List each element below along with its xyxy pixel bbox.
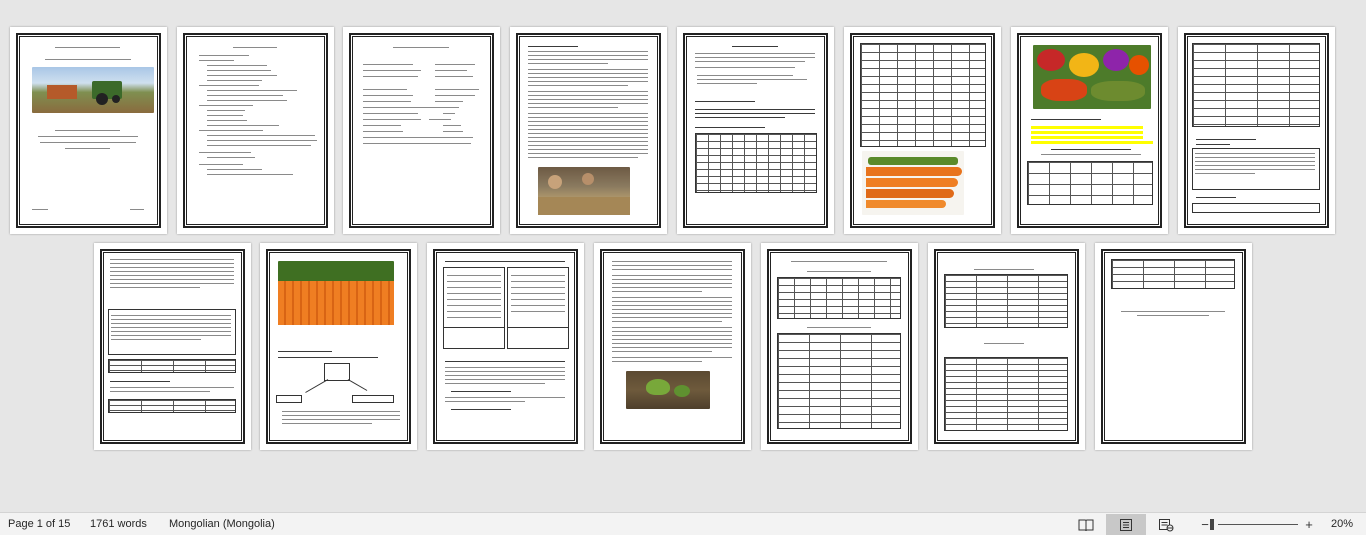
document-page-11[interactable] — [427, 243, 584, 450]
carrots-bunch-photo — [278, 261, 394, 325]
document-page-13[interactable] — [761, 243, 918, 450]
highlighted-text — [1031, 136, 1143, 139]
data-table — [860, 43, 986, 147]
data-table — [777, 277, 901, 319]
data-table — [944, 357, 1068, 431]
document-page-5[interactable] — [677, 27, 834, 234]
read-mode-button[interactable] — [1068, 514, 1104, 535]
document-page-3[interactable] — [343, 27, 500, 234]
data-table — [695, 133, 817, 193]
document-page-9[interactable] — [94, 243, 251, 450]
document-page-10[interactable] — [260, 243, 417, 450]
diagram-node — [352, 395, 394, 403]
highlighted-text — [1031, 131, 1143, 134]
zoom-in-button[interactable]: + — [1305, 516, 1313, 532]
data-table — [944, 274, 1068, 328]
data-table — [108, 399, 236, 413]
data-table — [777, 333, 901, 429]
web-layout-button[interactable] — [1148, 514, 1184, 535]
status-bar — [0, 512, 1366, 535]
carrots-photo — [862, 151, 964, 215]
word-count-indicator[interactable]: 1761 words — [90, 518, 147, 530]
seedlings-photo — [626, 371, 710, 409]
zoom-level-indicator[interactable]: 20% — [1331, 518, 1354, 530]
data-table — [1192, 43, 1320, 127]
vegetables-photo — [1033, 45, 1151, 109]
document-page-8[interactable] — [1178, 27, 1335, 234]
web-layout-icon — [1158, 518, 1174, 532]
diagram-node — [324, 363, 350, 381]
document-page-14[interactable] — [928, 243, 1085, 450]
read-mode-icon — [1078, 518, 1094, 532]
potato-sorting-photo — [538, 167, 630, 215]
data-table — [1027, 161, 1153, 205]
highlighted-text — [1031, 126, 1143, 129]
data-table — [108, 359, 236, 373]
document-page-6[interactable] — [844, 27, 1001, 234]
zoom-out-button[interactable]: − — [1201, 516, 1209, 532]
document-page-15[interactable] — [1095, 243, 1252, 450]
highlighted-text — [1031, 141, 1153, 144]
document-page-7[interactable] — [1011, 27, 1168, 234]
document-page-1[interactable] — [10, 27, 167, 234]
document-page-2[interactable] — [177, 27, 334, 234]
document-page-4[interactable] — [510, 27, 667, 234]
language-indicator[interactable]: Mongolian (Mongolia) — [169, 518, 275, 530]
document-page-12[interactable] — [594, 243, 751, 450]
zoom-slider-thumb[interactable] — [1210, 519, 1214, 530]
data-table — [1111, 259, 1235, 289]
print-layout-button[interactable] — [1106, 514, 1146, 535]
zoom-slider-track[interactable] — [1218, 524, 1298, 525]
diagram-node — [276, 395, 302, 403]
print-layout-icon — [1119, 518, 1133, 532]
page-count-indicator[interactable]: Page 1 of 15 — [8, 518, 71, 530]
tractor-photo — [32, 67, 154, 113]
